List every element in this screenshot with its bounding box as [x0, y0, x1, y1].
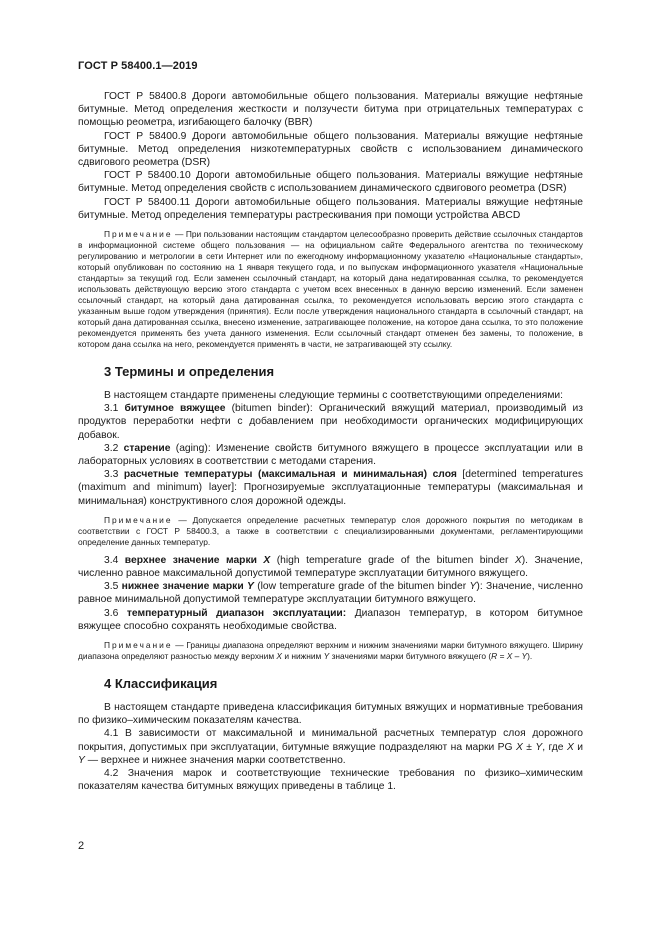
term-definition: [determined temperatures (maximum and minimum) layer]: Прогнозируемые эксплуатационные температуры (максимальная и минимальная) конструктивного слоя дорожной одежды. — [78, 469, 583, 507]
term-definition: (bitumen binder): Органический вяжущий материал, производимый из продуктов переработки нефти с добавлением при необходимости органических модифицирующих добавок. — [78, 403, 583, 441]
note-text: — Допускается определение расчетных температур слоя дорожного покрытия по методикам в соответствии с ГОСТ Р 58400.3, а также в соответствии с специализированными документами, регламентирующими определение данных температур. — [78, 514, 583, 547]
clause-variable: X — [566, 741, 574, 753]
note-variable: X — [276, 651, 283, 662]
term-3-6 — [78, 607, 583, 633]
term-3-4 — [78, 554, 583, 580]
ref-gost-58400-8: ГОСТ Р 58400.8 Дороги автомобильные общего пользования. Материалы вяжущие нефтяные битумные. Метод определения жесткости и ползучести битума при отрицательных температурах с помощью реометра, изгибающего балочку (BBR) — [78, 91, 583, 129]
note-text: и нижним — [282, 651, 324, 662]
term-variable: X — [263, 554, 271, 566]
term-number: 3.5 — [104, 581, 122, 593]
clause-text: ± — [522, 741, 536, 753]
term-definition: ): Значение, численно равное минимальной допустимой температуре эксплуатации битумного вяжущего. — [78, 581, 584, 606]
note-label: Примечание — [104, 514, 173, 525]
document-body — [78, 90, 583, 794]
term-3-2 — [78, 442, 583, 468]
term-variable: Y — [247, 581, 254, 593]
clause-4-2: 4.2 Значения марок и соответствующие технические требования по физико–химическим показателям качества битумных вяжущих приведены в таблице 1. — [78, 768, 583, 793]
note-label: Примечание — [104, 229, 173, 240]
section-3-intro: В настоящем стандарте применены следующие термины с соответствующими определениями: — [104, 390, 564, 402]
section-4-intro: В настоящем стандарте приведена классификация битумных вяжущих и нормативные требования по физико–химическим показателям качества. — [78, 702, 583, 727]
note-text: — При пользовании настоящим стандартом целесообразно проверить действие ссылочных стандартов в информационной системе общего пользования — на официальном сайте Федерального агентства по техническому регулированию и метрологии в сети Интернет или по ежегодному информационному указателю «Национальные стандарты», который опубликован по состоянию на 1 января текущего года, и по выпускам информационного указателя «Национальные стандарты» за текущий год. Если заменен ссылочный стандарт, на который дана недатированная ссылка, то рекомендуется использовать действующую версию этого стандарта с учетом всех внесенных в данную версию изменений. Если заменен ссылочный стандарт, на который дана датированная ссылка, то рекомендуется использовать версию этого стандарта с указанным выше годом утверждения (принятия). Если после утверждения национального стандарта в ссылочный стандарт, на который дана датированная ссылка, внесено изменение, затрагивающее положение, на которое дана ссылка, то это положение рекомендуется применять без учета данного изменения. Если ссылочный стандарт отменен без замены, то положение, в котором дана ссылка на него, рекомендуется применять в части, не затрагивающей эту ссылку. — [78, 229, 583, 350]
term-variable: Y — [469, 581, 477, 593]
section-3-heading: 3 Термины и определения — [104, 364, 275, 380]
term-name: старение — [123, 442, 171, 454]
term-name: верхнее значение марки — [124, 554, 264, 566]
clause-text: , где — [542, 741, 567, 753]
ref-gost-58400-10: ГОСТ Р 58400.10 Дороги автомобильные общего пользования. Материалы вяжущие нефтяные битумные. Метод определения свойств с использованием динамического сдвигового реометра (DSR) — [78, 170, 583, 195]
term-3-3 — [78, 468, 583, 508]
document-header: ГОСТ Р 58400.1—2019 — [78, 60, 198, 72]
note-references — [78, 229, 583, 350]
clause-variable: Y — [78, 754, 85, 766]
clause-variable: X — [515, 741, 523, 753]
note-formula: R = X – Y — [491, 651, 528, 662]
term-number: 3.6 — [104, 607, 127, 619]
term-definition: ). Значение, численно равное максимальной допустимой температуре эксплуатации битумного вяжущего. — [78, 554, 583, 580]
note-variable: Y — [323, 651, 330, 662]
term-name: расчетные температуры (максимальная и минимальная) слоя — [123, 469, 457, 481]
section-4-heading: 4 Классификация — [104, 676, 218, 692]
term-definition: Диапазон температур, в котором битумное вяжущее способно сохранять необходимые свойства. — [78, 607, 583, 632]
term-number: 3.1 — [104, 403, 125, 415]
term-definition: (aging): Изменение свойств битумного вяжущего в процессе эксплуатации или в лабораторных условиях в соответствии с методами старения. — [78, 442, 583, 468]
term-number: 3.3 — [104, 469, 124, 481]
term-definition: (low temperature grade of the bitumen binder — [253, 581, 470, 593]
note-text: значениями марки битумного вяжущего ( — [329, 651, 492, 662]
ref-gost-58400-11: ГОСТ Р 58400.11 Дороги автомобильные общего пользования. Материалы вяжущие нефтяные битумные. Метод определения температуры растрескивания при помощи устройства ABCD — [78, 196, 583, 221]
note-range — [78, 640, 583, 662]
term-number: 3.4 — [104, 554, 125, 566]
term-name: нижнее значение марки — [121, 581, 247, 593]
note-label: Примечание — [104, 640, 173, 651]
clause-text: — верхнее и нижнее значения марки соответственно. — [84, 754, 346, 766]
clause-text: и — [573, 741, 583, 753]
term-variable: X — [514, 554, 522, 566]
clause-variable: Y — [535, 741, 543, 753]
ref-gost-58400-9: ГОСТ Р 58400.9 Дороги автомобильные общего пользования. Материалы вяжущие нефтяные битумные. Метод определения низкотемпературных свойств с использованием динамического сдвигового реометра (DSR) — [78, 130, 583, 169]
page-number: 2 — [78, 840, 85, 852]
clause-4-1 — [78, 727, 583, 767]
term-3-5 — [78, 580, 583, 606]
term-name: битумное вяжущее — [124, 403, 226, 415]
term-definition: (high temperature grade of the bitumen binder — [270, 554, 515, 566]
note-text: — Границы диапазона определяют верхним и нижним значениями марки битумного вяжущего. Ширину диапазона определяют разностью между верхним — [78, 640, 583, 662]
term-number: 3.2 — [104, 442, 124, 454]
term-3-1 — [78, 402, 583, 442]
note-text: ). — [527, 651, 533, 662]
clause-text: 4.1 В зависимости от максимальной и минимальной расчетных температур слоя дорожного покрытия, допустимых при эксплуатации, битумные вяжущие подразделяют на марки PG — [78, 728, 583, 753]
term-name: температурный диапазон эксплуатации: — [126, 607, 347, 619]
note-temperatures — [78, 515, 583, 548]
